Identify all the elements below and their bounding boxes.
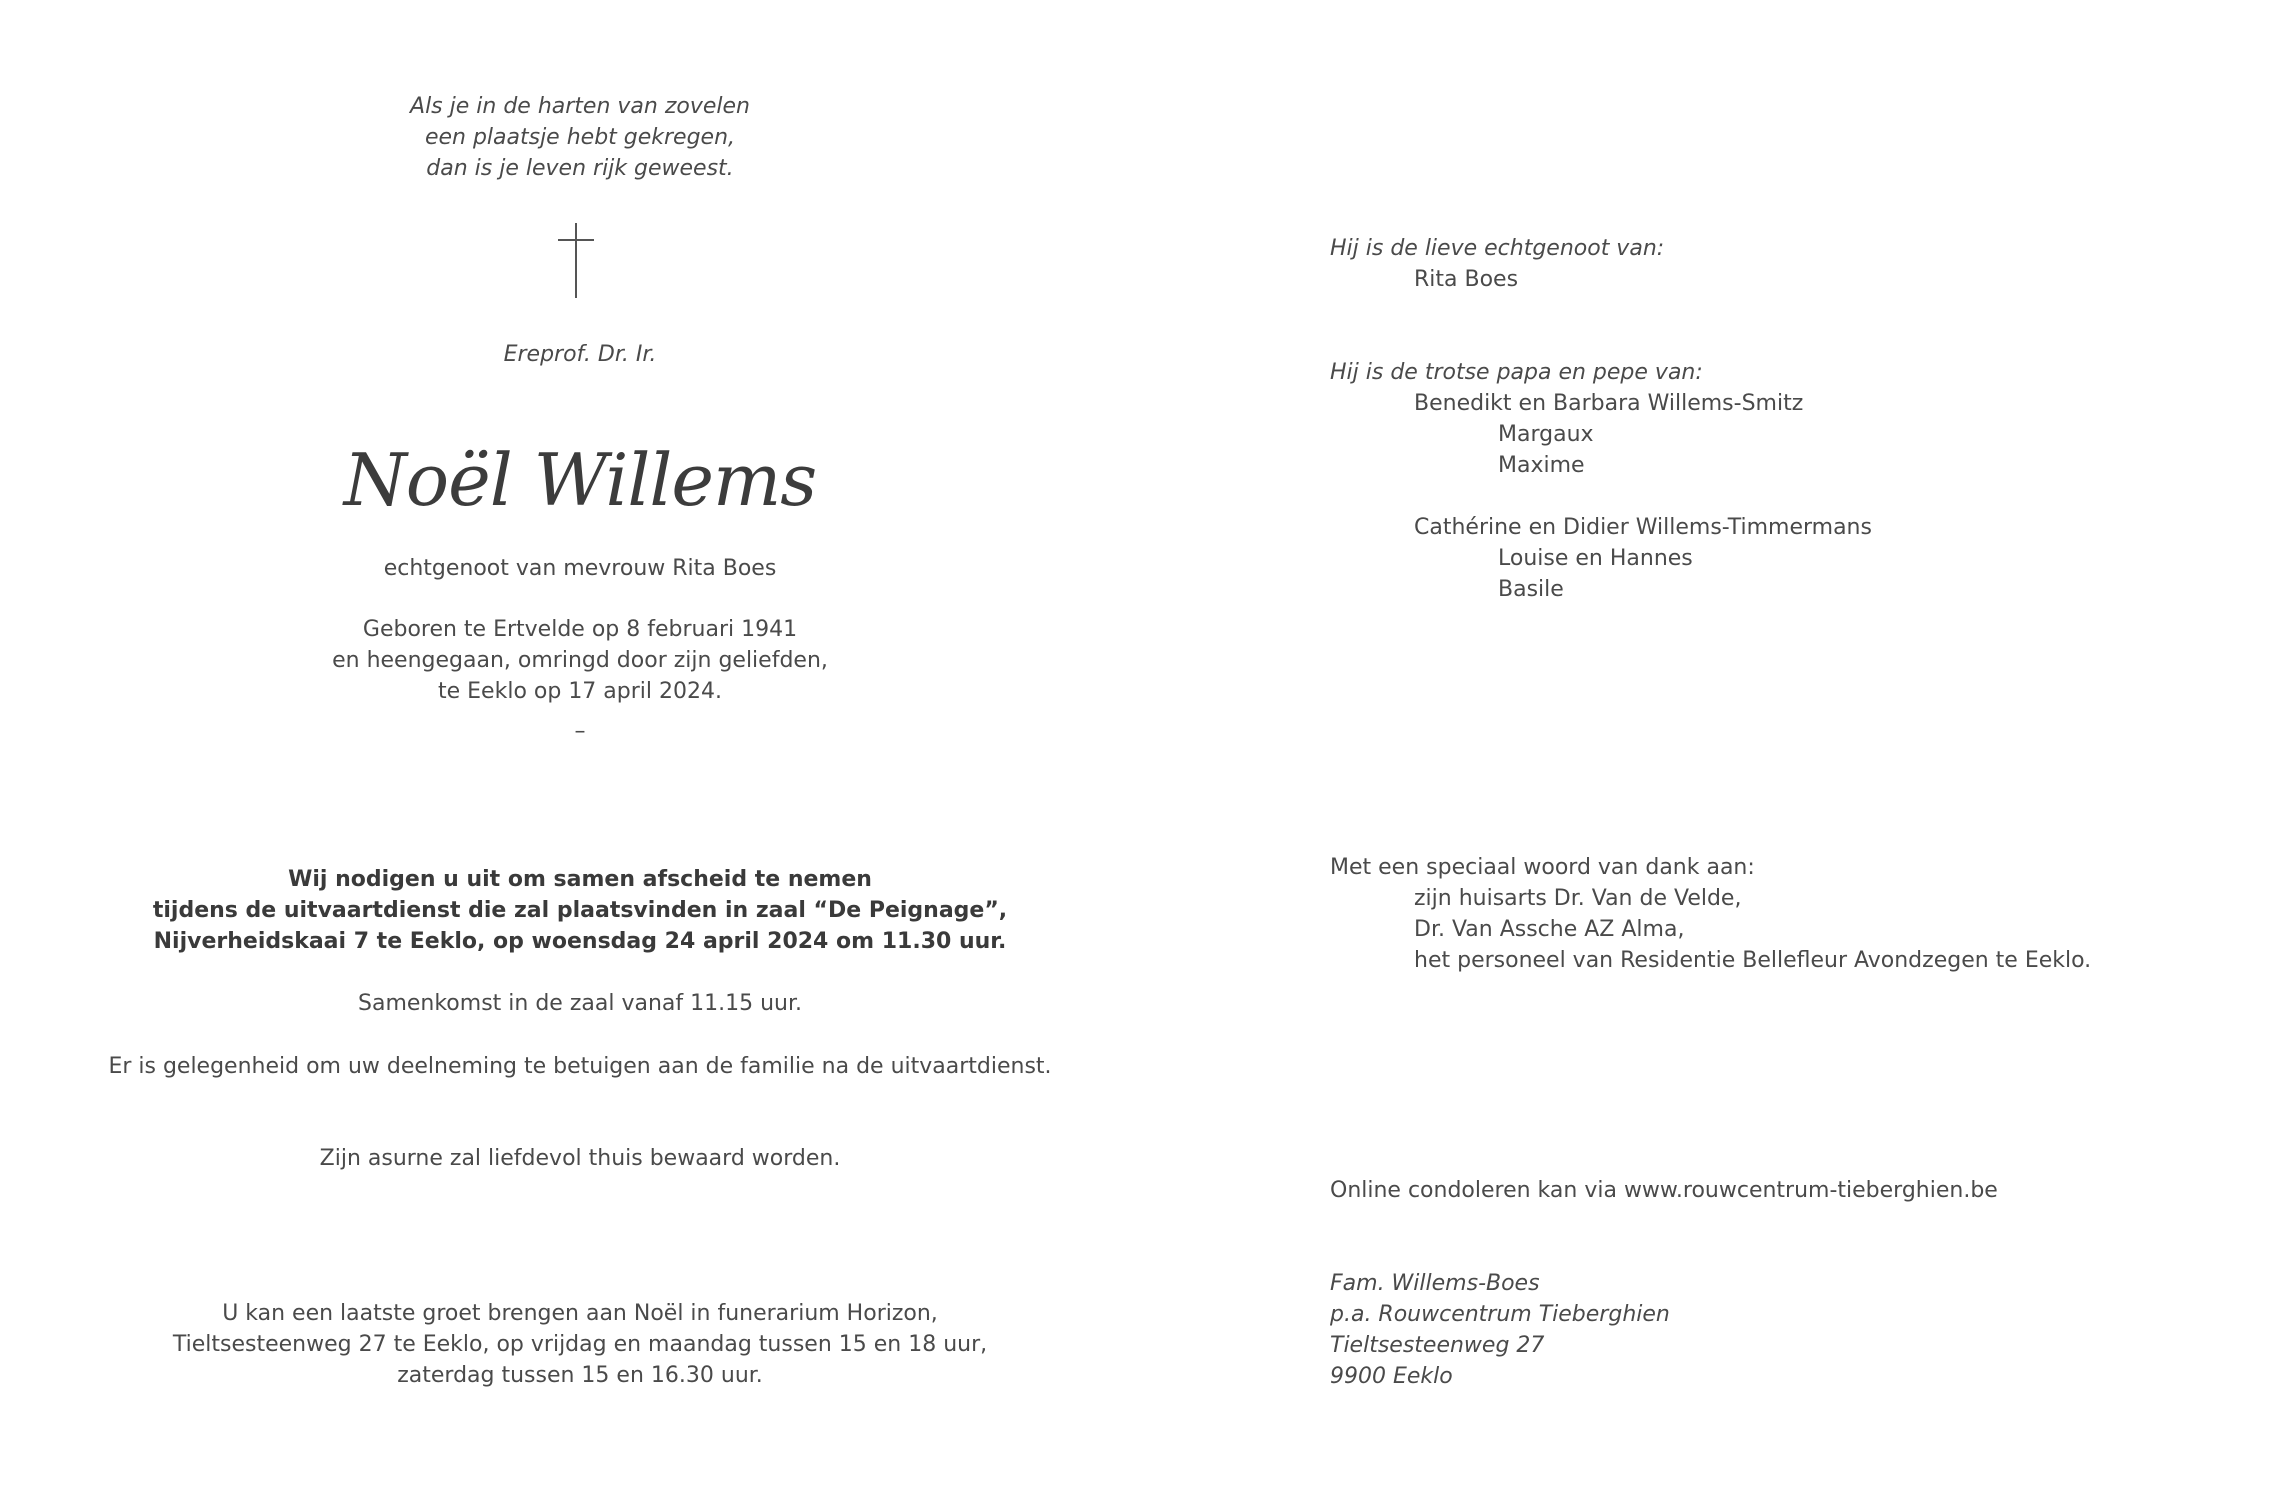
thanks-line: zijn huisarts Dr. Van de Velde, bbox=[1414, 886, 1742, 911]
sender-line: Fam. Willems-Boes bbox=[1330, 1271, 1540, 1296]
sender-line: p.a. Rouwcentrum Tieberghien bbox=[1330, 1302, 1670, 1327]
grandchild-name: Basile bbox=[1498, 577, 1564, 602]
quote-line: een plaatsje hebt gekregen, bbox=[424, 125, 736, 150]
spouse-name: Rita Boes bbox=[1414, 267, 1519, 292]
quote-line: Als je in de harten van zovelen bbox=[410, 94, 750, 119]
invitation-line: tijdens de uitvaartdienst die zal plaatsvinden in zaal “De Peignage”, bbox=[152, 898, 1008, 923]
grandchild-name: Margaux bbox=[1498, 422, 1594, 447]
right-column bbox=[1330, 0, 2270, 1509]
spouse-line: echtgenoot van mevrouw Rita Boes bbox=[383, 556, 777, 581]
visitation-line: U kan een laatste groet brengen aan Noël in funerarium Horizon, bbox=[222, 1301, 938, 1326]
grandchild-name: Louise en Hannes bbox=[1498, 546, 1693, 571]
urn-note: Zijn asurne zal liefdevol thuis bewaard worden. bbox=[319, 1146, 841, 1171]
deceased-name: Noël Willems bbox=[343, 438, 817, 522]
invitation-line: Wij nodigen u uit om samen afscheid te nemen bbox=[288, 867, 872, 892]
birth-death-line: Geboren te Ertvelde op 8 februari 1941 bbox=[362, 617, 798, 642]
spouse-heading: Hij is de lieve echtgenoot van: bbox=[1330, 236, 1665, 261]
thanks-line: het personeel van Residentie Bellefleur Avondzegen te Eeklo. bbox=[1414, 948, 2092, 973]
family-name: Cathérine en Didier Willems-Timmermans bbox=[1414, 515, 1872, 540]
invitation-line: Nijverheidskaai 7 te Eeklo, op woensdag 24 april 2024 om 11.30 uur. bbox=[153, 929, 1007, 954]
quote-line: dan is je leven rijk geweest. bbox=[426, 156, 734, 181]
birth-death-line: te Eeklo op 17 april 2024. bbox=[438, 679, 722, 704]
family-heading: Hij is de trotse papa en pepe van: bbox=[1330, 360, 1703, 385]
cross-icon bbox=[556, 223, 596, 298]
condolence-opportunity: Er is gelegenheid om uw deelneming te betuigen aan de familie na de uitvaartdienst. bbox=[108, 1054, 1052, 1079]
sender-line: Tieltsesteenweg 27 bbox=[1330, 1333, 1545, 1358]
gathering-time: Samenkomst in de zaal vanaf 11.15 uur. bbox=[358, 991, 802, 1016]
sender-line: 9900 Eeklo bbox=[1330, 1364, 1453, 1389]
online-condolence: Online condoleren kan via www.rouwcentrum-tieberghien.be bbox=[1330, 1178, 1998, 1203]
birth-death-line: en heengegaan, omringd door zijn geliefden, bbox=[332, 648, 828, 673]
thanks-heading: Met een speciaal woord van dank aan: bbox=[1330, 855, 1755, 880]
grandchild-name: Maxime bbox=[1498, 453, 1585, 478]
thanks-line: Dr. Van Assche AZ Alma, bbox=[1414, 917, 1685, 942]
separator-dash: – bbox=[574, 719, 586, 744]
family-name: Benedikt en Barbara Willems-Smitz bbox=[1414, 391, 1804, 416]
visitation-line: Tieltsesteenweg 27 te Eeklo, op vrijdag en maandag tussen 15 en 18 uur, bbox=[172, 1332, 988, 1357]
visitation-line: zaterdag tussen 15 en 16.30 uur. bbox=[397, 1363, 763, 1388]
honorary-title: Ereprof. Dr. Ir. bbox=[503, 342, 657, 367]
